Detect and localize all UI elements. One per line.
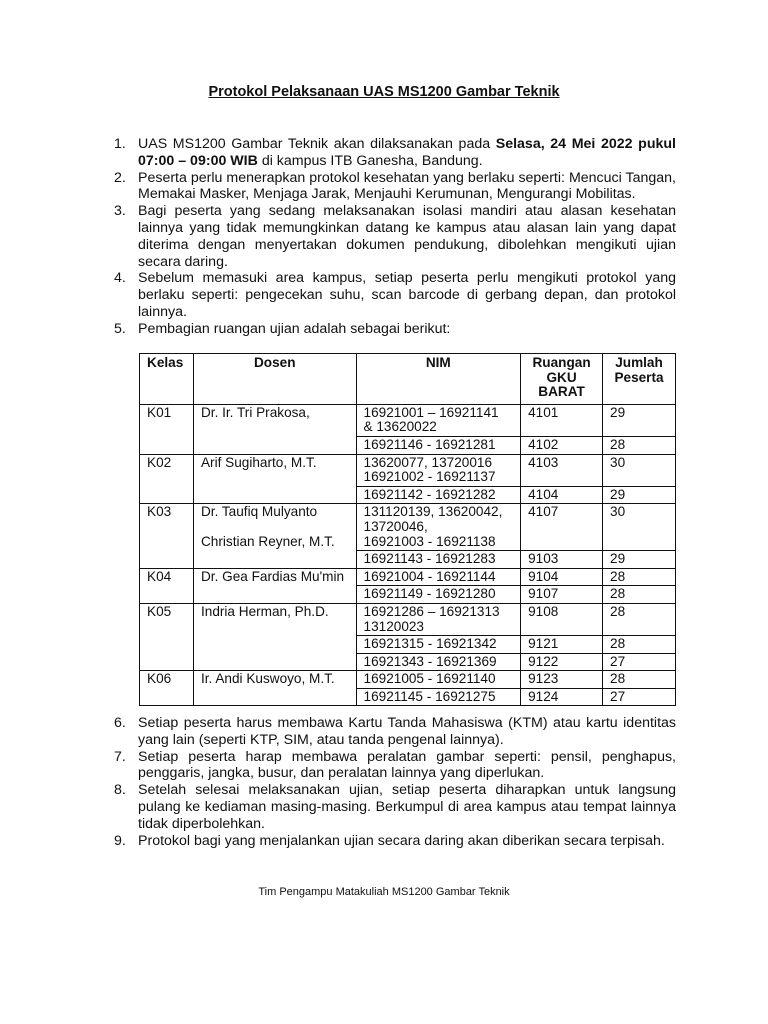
list-item: [114, 833, 676, 850]
item-number: 5.: [114, 320, 126, 337]
item-text: Setiap peserta harus membawa Kartu Tanda Mahasiswa (KTM) atau kartu identitas yang lain (seperti KTP, SIM, atau tanda pengenal lainnya).: [138, 715, 676, 748]
list-item: [114, 203, 676, 270]
table-row: [140, 454, 676, 486]
item-number: 6.: [114, 715, 126, 731]
nim-line: 16921146 - 16921281: [363, 436, 496, 452]
nim-line: 16921001 – 16921141: [363, 404, 499, 420]
cell-ruangan: 9107: [521, 586, 603, 604]
nim-line: 16921002 - 16921137: [363, 469, 496, 485]
dosen-name: Dr. Ir. Tri Prakosa,: [200, 404, 310, 420]
cell-dosen: [193, 404, 356, 454]
item-text: Peserta perlu menerapkan protokol kesehatan yang berlaku seperti: Mencuci Tangan, Memakai Masker, Menjaga Jarak, Menjauhi Kerumunan, Mengurangi Mobilitas.: [138, 169, 676, 203]
header-jumlah-line: Peserta: [614, 369, 664, 385]
dosen-name: Dr. Gea Fardias Mu'min: [200, 568, 345, 584]
protocol-list-part-1: [114, 136, 676, 338]
nim-line: 16921286 – 16921313: [363, 603, 500, 619]
item-text: UAS MS1200 Gambar Teknik akan dilaksanakan pada: [138, 136, 496, 152]
cell-jumlah: 28: [603, 436, 676, 454]
cell-ruangan: 4103: [521, 454, 603, 486]
dosen-name: Ir. Andi Kuswoyo, M.T.: [200, 671, 335, 687]
cell-ruangan: 9103: [521, 551, 603, 569]
cell-nim: [356, 568, 521, 586]
cell-jumlah: 27: [603, 688, 676, 706]
cell-ruangan: 9122: [521, 653, 603, 671]
item-text: di kampus ITB Ganesha, Bandung.: [257, 152, 483, 169]
cell-dosen: [193, 568, 356, 603]
nim-line: 16921343 - 16921369: [363, 653, 497, 669]
cell-jumlah: 29: [603, 486, 676, 504]
header-jumlah: [603, 354, 676, 405]
table-row: [140, 603, 676, 635]
item-text: Sebelum memasuki area kampus, setiap peserta perlu mengikuti protokol yang berlaku seperti: pengecekan suhu, scan barcode di gerbang depan, dan protokol lainnya.: [138, 270, 676, 320]
dosen-name: Christian Reyner, M.T.: [200, 533, 335, 549]
nim-line: 16921003 - 16921138: [363, 533, 496, 549]
item-number: 2.: [114, 169, 126, 186]
item-text: Pembagian ruangan ujian adalah sebagai berikut:: [138, 320, 451, 337]
cell-nim: [356, 436, 521, 454]
nim-line: 16921143 - 16921283: [363, 551, 496, 567]
cell-jumlah: 28: [603, 671, 676, 689]
item-text: Protokol bagi yang menjalankan ujian secara daring akan diberikan secara terpisah.: [138, 832, 665, 849]
cell-jumlah: 28: [603, 568, 676, 586]
header-dosen: Dosen: [193, 354, 356, 405]
cell-kelas: K03: [140, 504, 194, 568]
header-ruangan: [521, 354, 603, 405]
nim-line: & 13620022: [363, 419, 437, 435]
item-text: Bagi peserta yang sedang melaksanakan isolasi mandiri atau alasan kesehatan lainnya yang tidak memungkinkan datang ke kampus atau alasan lain yang dapat diterima dengan menyertakan dokumen pendukung, dibolehkan mengikuti ujian secara daring.: [138, 203, 676, 270]
cell-dosen: [193, 454, 356, 504]
item-text: Setelah selesai melaksanakan ujian, setiap peserta diharapkan untuk langsung pulang ke kediaman masing-masing. Berkumpul di area kampus atau tempat lainnya tidak diperbolehkan.: [138, 782, 676, 832]
cell-jumlah: 30: [603, 504, 676, 551]
nim-line: 16921004 - 16921144: [363, 568, 496, 584]
nim-line: 16921315 - 16921342: [363, 636, 497, 652]
cell-dosen: [193, 504, 356, 568]
list-item: [114, 136, 676, 170]
nim-line: 16921145 - 16921275: [363, 688, 496, 704]
cell-ruangan: 9104: [521, 568, 603, 586]
nim-line: 16921149 - 16921280: [363, 586, 496, 602]
table-body: [140, 404, 676, 706]
dosen-name: Dr. Taufiq Mulyanto: [200, 504, 318, 520]
header-nim: NIM: [356, 354, 521, 405]
nim-line: 16921005 - 16921140: [363, 671, 496, 687]
table-row: [140, 504, 676, 551]
cell-nim: [356, 454, 521, 486]
cell-ruangan: 4104: [521, 486, 603, 504]
header-ruangan-line: BARAT: [538, 384, 585, 400]
nim-line: 13620077, 13720016: [363, 454, 493, 470]
item-text: Setiap peserta harap membawa peralatan gambar seperti: pensil, penghapus, penggaris, jangka, busur, dan peralatan lainnya yang diperlukan.: [138, 748, 676, 782]
cell-jumlah: 29: [603, 551, 676, 569]
nim-line: 16921142 - 16921282: [363, 486, 496, 502]
cell-dosen: [193, 671, 356, 706]
cell-ruangan: 9108: [521, 603, 603, 635]
table-header-row: [140, 354, 676, 405]
cell-nim: [356, 636, 521, 654]
item-number: 4.: [114, 270, 126, 287]
cell-jumlah: 29: [603, 404, 676, 436]
cell-nim: [356, 486, 521, 504]
footer-text: Tim Pengampu Matakuliah MS1200 Gambar Teknik: [258, 886, 510, 898]
cell-nim: [356, 504, 521, 551]
cell-kelas: K04: [140, 568, 194, 603]
room-allocation-table: [139, 353, 676, 706]
table-row: [140, 568, 676, 586]
cell-kelas: K01: [140, 404, 194, 454]
cell-nim: [356, 603, 521, 635]
cell-jumlah: 28: [603, 603, 676, 635]
item-number: 7.: [114, 748, 126, 765]
protocol-list-part-2: [114, 715, 676, 849]
list-item: [114, 715, 676, 749]
table-row: [140, 404, 676, 436]
cell-kelas: K02: [140, 454, 194, 504]
cell-jumlah: 30: [603, 454, 676, 486]
cell-nim: [356, 404, 521, 436]
cell-ruangan: 9123: [521, 671, 603, 689]
cell-nim: [356, 586, 521, 604]
item-number: 9.: [114, 832, 126, 849]
cell-kelas: K05: [140, 603, 194, 670]
header-kelas: Kelas: [140, 354, 194, 405]
cell-ruangan: 4102: [521, 436, 603, 454]
nim-line: 131120139, 13620042,: [363, 504, 503, 520]
dosen-name: Arif Sugiharto, M.T.: [200, 454, 317, 470]
document-title: Protokol Pelaksanaan UAS MS1200 Gambar Teknik: [208, 84, 560, 100]
header-jumlah-line: Jumlah: [615, 355, 663, 370]
list-item: [114, 270, 676, 320]
cell-dosen: [193, 603, 356, 670]
cell-jumlah: 28: [603, 586, 676, 604]
cell-nim: [356, 671, 521, 689]
cell-ruangan: 4101: [521, 404, 603, 436]
list-item: [114, 749, 676, 783]
item-number: 8.: [114, 782, 126, 799]
table-row: [140, 671, 676, 689]
dosen-name: Indria Herman, Ph.D.: [200, 603, 329, 619]
dosen-name: [201, 520, 349, 535]
list-item: [114, 321, 676, 338]
item-number: 3.: [114, 203, 126, 220]
cell-kelas: K06: [140, 671, 194, 706]
cell-nim: [356, 551, 521, 569]
nim-line: 13120023: [363, 618, 424, 634]
cell-jumlah: 28: [603, 636, 676, 654]
cell-nim: [356, 688, 521, 706]
header-ruangan-line: Ruangan: [532, 355, 591, 370]
cell-ruangan: 9121: [521, 636, 603, 654]
cell-ruangan: 9124: [521, 688, 603, 706]
cell-nim: [356, 653, 521, 671]
list-item: [114, 782, 676, 832]
exam-schedule: Selasa, 24 Mei 2022 pukul 07:00 – 09:00 WIB: [138, 136, 676, 169]
nim-line: 13720046,: [363, 518, 428, 534]
item-number: 1.: [114, 136, 126, 152]
header-ruangan-line: GKU: [546, 369, 577, 385]
list-item: [114, 170, 676, 204]
cell-ruangan: 4107: [521, 504, 603, 551]
cell-jumlah: 27: [603, 653, 676, 671]
